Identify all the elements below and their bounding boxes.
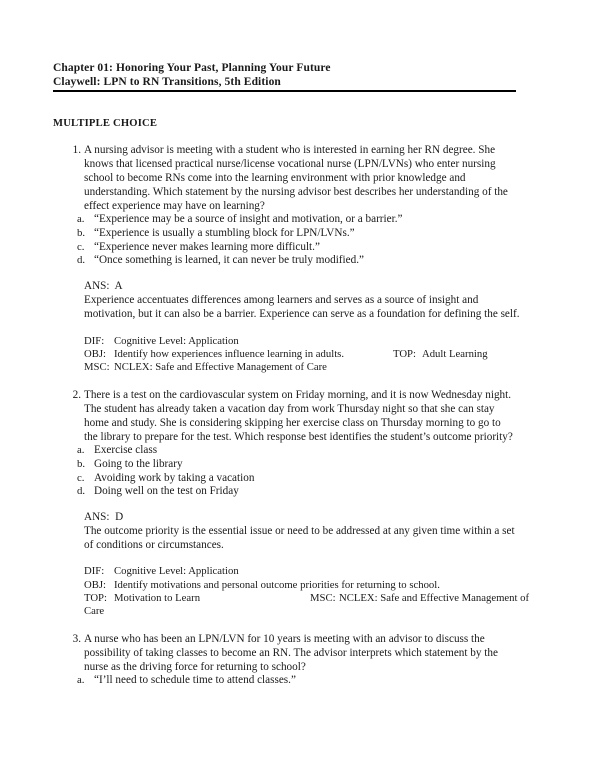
metadata-value-dif: Cognitive Level: Application xyxy=(114,334,239,347)
metadata-row-msc-continued xyxy=(84,605,529,618)
answer-options xyxy=(53,674,516,688)
answer-line xyxy=(84,280,521,294)
metadata-row-dif xyxy=(84,565,529,578)
answer-options xyxy=(53,444,516,498)
metadata-row-dif xyxy=(84,335,529,348)
metadata-key-dif: DIF: xyxy=(84,565,105,578)
metadata-row-msc xyxy=(84,361,529,374)
answer-option[interactable] xyxy=(53,674,524,688)
answer-block xyxy=(53,511,521,553)
question-metadata xyxy=(53,335,529,375)
option-letter: d. xyxy=(77,254,86,267)
question-stem xyxy=(53,632,517,674)
option-text: Exercise class xyxy=(94,444,158,457)
answer-options xyxy=(53,213,516,267)
metadata-row-obj xyxy=(84,348,529,361)
option-text: “Experience is usually a stumbling block for LPN/LVNs.” xyxy=(94,227,355,240)
metadata-value-msc-continued: Care xyxy=(84,605,105,618)
option-letter: c. xyxy=(77,240,85,253)
metadata-value-dif: Cognitive Level: Application xyxy=(114,565,239,578)
question-metadata xyxy=(53,565,529,618)
option-text: “I’ll need to schedule time to attend classes.” xyxy=(94,674,296,687)
answer-block xyxy=(53,280,521,322)
metadata-value-top: Motivation to Learn xyxy=(114,591,201,604)
option-text: “Once something is learned, it can never be truly modified.” xyxy=(94,254,364,267)
option-letter: c. xyxy=(77,471,85,484)
answer-rationale: Experience accentuates differences among learners and serves as a source of insight and motivation, but it can also be a barrier. Experience can serve as a foundation for defining the self. xyxy=(84,293,520,320)
answer-option[interactable] xyxy=(53,485,524,499)
question-stem xyxy=(53,143,517,213)
answer-option[interactable] xyxy=(53,254,524,268)
option-text: Going to the library xyxy=(94,457,183,470)
option-letter: b. xyxy=(77,457,86,470)
option-text: Doing well on the test on Friday xyxy=(94,485,239,498)
option-letter: a. xyxy=(77,444,85,457)
metadata-key-dif: DIF: xyxy=(84,334,105,347)
metadata-row-top xyxy=(393,348,488,361)
question-number: 2. xyxy=(72,389,81,402)
question-number: 3. xyxy=(72,633,81,646)
option-text: “Experience never makes learning more difficult.” xyxy=(94,240,320,253)
question-stem-text: A nursing advisor is meeting with a student who is interested in earning her RN degree. She knows that licensed practical nurse/license vocational nurse (LPN/LVNs) who enter nursing school to become RNs come into the learning environment with prior knowledge and understanding. Which statement by the nursing advisor best describes her understanding of the effect experience may have on learning? xyxy=(84,144,508,213)
question-block xyxy=(53,632,516,688)
question-block xyxy=(53,388,530,618)
option-letter: a. xyxy=(77,213,85,226)
answer-line xyxy=(84,511,521,525)
answer-option[interactable] xyxy=(53,241,524,255)
answer-rationale: The outcome priority is the essential issue or need to be addressed at any given time within a set of conditions or circumstances. xyxy=(84,524,515,551)
answer-option[interactable] xyxy=(53,213,524,227)
question-stem-text: A nurse who has been an LPN/LVN for 10 years is meeting with an advisor to discuss the possibility of taking classes to become an RN. The advisor interprets which statement by the nurse as the driving force for returning to school? xyxy=(84,633,498,674)
answer-option[interactable] xyxy=(53,444,524,458)
question-stem xyxy=(53,388,517,444)
metadata-key-top: TOP: xyxy=(84,591,107,604)
option-letter: a. xyxy=(77,674,85,687)
option-text: “Experience may be a source of insight and motivation, or a barrier.” xyxy=(94,213,403,226)
metadata-value-top: Adult Learning xyxy=(422,347,488,360)
answer-value: D xyxy=(115,510,124,523)
metadata-key-top: TOP: xyxy=(393,347,416,360)
document-header xyxy=(53,62,516,92)
question-stem-text: There is a test on the cardiovascular system on Friday morning, and it is now Wednesday night. The student has already taken a vacation day from work Thursday night so that she can stay home and study. She is considering skipping her exercise class on Thursday morning to go to the library to prepare for the test. Which response best identifies the student’s outcome priority? xyxy=(84,389,513,444)
metadata-value-obj: Identify how experiences influence learning in adults. xyxy=(114,347,344,360)
answer-label: ANS: xyxy=(84,279,110,292)
metadata-value-msc: NCLEX: Safe and Effective Management of Care xyxy=(114,360,327,373)
question-block xyxy=(53,143,520,374)
header-chapter-title: Chapter 01: Honoring Your Past, Planning Your Future xyxy=(53,62,331,74)
metadata-row-top xyxy=(84,592,529,605)
answer-label: ANS: xyxy=(84,510,110,523)
metadata-key-msc: MSC: xyxy=(310,591,336,604)
metadata-key-obj: OBJ: xyxy=(84,347,106,360)
answer-value: A xyxy=(114,279,123,292)
metadata-row-obj xyxy=(84,579,529,592)
answer-option[interactable] xyxy=(53,472,524,486)
option-letter: b. xyxy=(77,227,86,240)
header-book-title: Claywell: LPN to RN Transitions, 5th Edition xyxy=(53,75,281,88)
metadata-value-obj: Identify motivations and personal outcome priorities for returning to school. xyxy=(114,578,440,591)
metadata-key-obj: OBJ: xyxy=(84,578,106,591)
metadata-key-msc: MSC: xyxy=(84,360,110,373)
metadata-row-msc xyxy=(310,592,529,605)
section-heading: MULTIPLE CHOICE xyxy=(53,118,158,130)
answer-option[interactable] xyxy=(53,227,524,241)
option-letter: d. xyxy=(77,485,86,498)
metadata-value-msc: NCLEX: Safe and Effective Management of xyxy=(339,591,530,604)
question-number: 1. xyxy=(72,144,81,157)
answer-option[interactable] xyxy=(53,458,524,472)
option-text: Avoiding work by taking a vacation xyxy=(94,471,255,484)
